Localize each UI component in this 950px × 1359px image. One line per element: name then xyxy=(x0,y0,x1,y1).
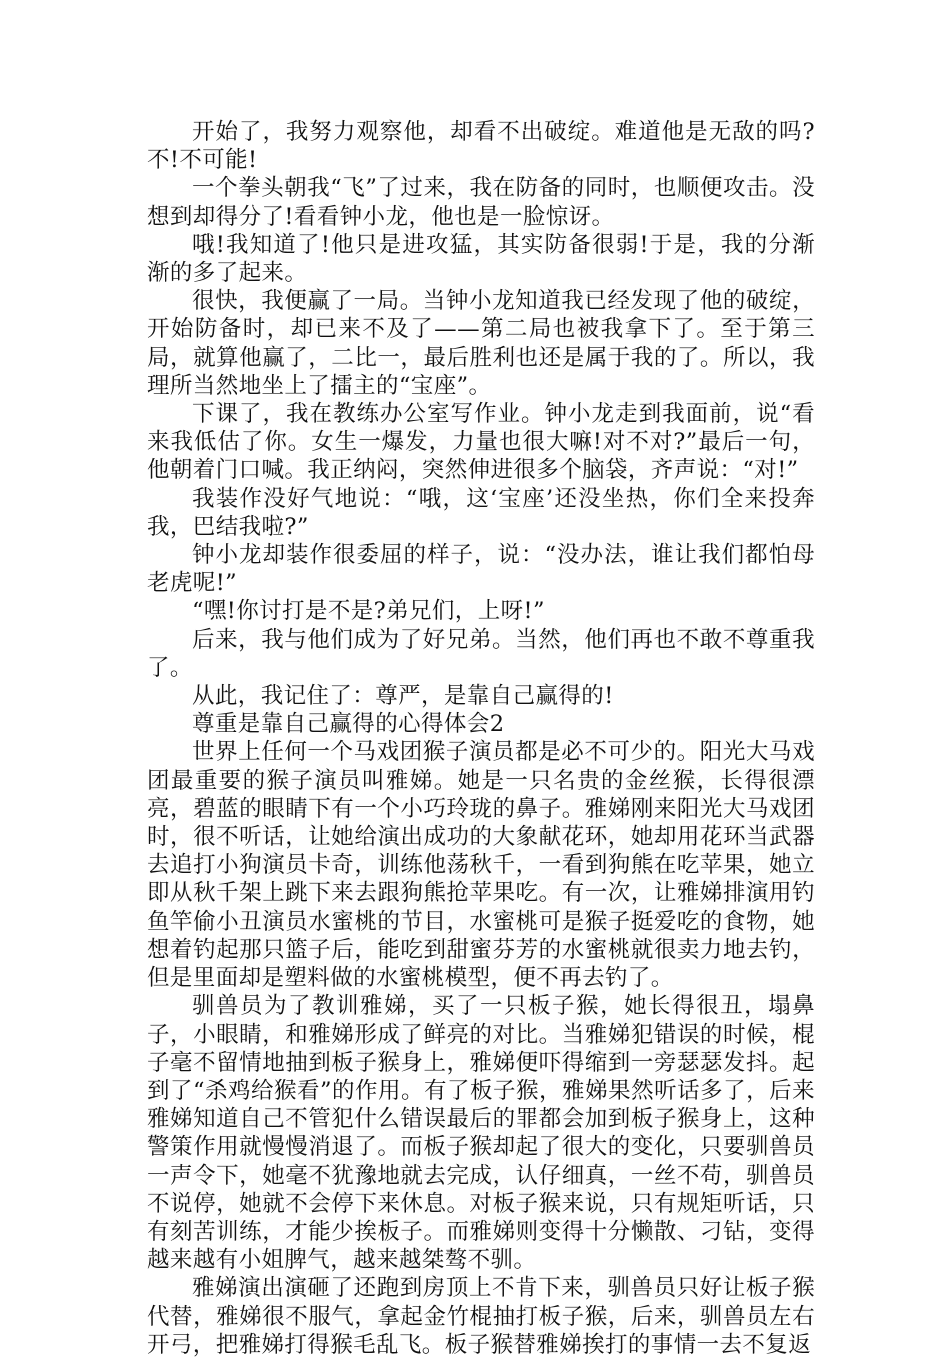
paragraph: 哦!我知道了!他只是进攻猛，其实防备很弱!于是，我的分渐渐的多了起来。 xyxy=(147,231,815,287)
paragraph: “嘿!你讨打是不是?弟兄们，上呀!” xyxy=(192,598,545,625)
paragraph: 雅娣演出演砸了还跑到房顶上不肯下来，驯兽员只好让板子猴代替，雅娣很不服气，拿起金竹棍抽打板子猴，后来，驯兽员左右开弓，把雅娣打得猴毛乱飞。板子猴替雅娣挨打的事情一去不复返 xyxy=(147,1275,815,1358)
document-page xyxy=(147,118,815,1359)
section-heading: 尊重是靠自己赢得的心得体会2 xyxy=(192,711,505,738)
paragraph: 下课了，我在教练办公室写作业。钟小龙走到我面前，说“看来我低估了你。女生一爆发，力量也很大嘛!对不对?”最后一句，他朝着门口喊。我正纳闷，突然伸进很多个脑袋，齐声说：“对!” xyxy=(147,401,815,484)
paragraph: 开始了，我努力观察他，却看不出破绽。难道他是无敌的吗?不!不可能! xyxy=(147,119,815,174)
paragraph: 驯兽员为了教训雅娣，买了一只板子猴，她长得很丑，塌鼻子，小眼睛，和雅娣形成了鲜亮的对比。当雅娣犯错误的时候，棍子毫不留情地抽到板子猴身上，雅娣便吓得缩到一旁瑟瑟发抖。起到了“杀鸡给猴看”的作用。有了板子猴，雅娣果然听话多了，后来雅娣知道自己不管犯什么错误最后的罪都会加到板子猴身上，这种警策作用就慢慢消退了。而板子猴却起了很大的变化，只要驯兽员一声令下，她毫不犹豫地就去完成，认仔细真，一丝不苟，驯兽员不说停，她就不会停下来休息。对板子猴来说，只有规矩听话，只有刻苦训练，才能少挨板子。而雅娣则变得十分懒散、刁钻，变得越来越有小姐脾气，越来越桀骜不驯。 xyxy=(147,993,815,1274)
paragraph: 我装作没好气地说：“哦，这‘宝座’还没坐热，你们全来投奔我，巴结我啦?” xyxy=(147,485,815,540)
paragraph: 钟小龙却装作很委屈的样子，说：“没办法，谁让我们都怕母老虎呢!” xyxy=(147,542,815,597)
paragraph: 后来，我与他们成为了好兄弟。当然，他们再也不敢不尊重我了。 xyxy=(147,626,815,681)
paragraph: 很快，我便赢了一局。当钟小龙知道我已经发现了他的破绽，开始防备时，却已来不及了——第二局也被我拿下了。至于第三局，就算他赢了，二比一，最后胜利也还是属于我的了。所以，我理所当然地坐上了擂主的“宝座”。 xyxy=(147,288,815,399)
paragraph: 世界上任何一个马戏团猴子演员都是必不可少的。阳光大马戏团最重要的猴子演员叫雅娣。她是一只名贵的金丝猴，长得很漂亮，碧蓝的眼睛下有一个小巧玲珑的鼻子。雅娣刚来阳光大马戏团时，很不听话，让她给演出成功的大象献花环，她却用花环当武器去追打小狗演员卡奇，训练他荡秋千，一看到狗熊在吃苹果，她立即从秋千架上跳下来去跟狗熊抢苹果吃。有一次，让雅娣排演用钓鱼竿偷小丑演员水蜜桃的节目，水蜜桃可是猴子挺爱吃的食物，她想着钓起那只篮子后，能吃到甜蜜芬芳的水蜜桃就很卖力地去钓，但是里面却是塑料做的水蜜桃模型，便不再去钓了。 xyxy=(147,739,815,992)
paragraph: 一个拳头朝我“飞”了过来，我在防备的同时，也顺便攻击。没想到却得分了!看看钟小龙，他也是一脸惊讶。 xyxy=(147,175,815,230)
paragraph: 从此，我记住了：尊严，是靠自己赢得的! xyxy=(192,683,614,710)
